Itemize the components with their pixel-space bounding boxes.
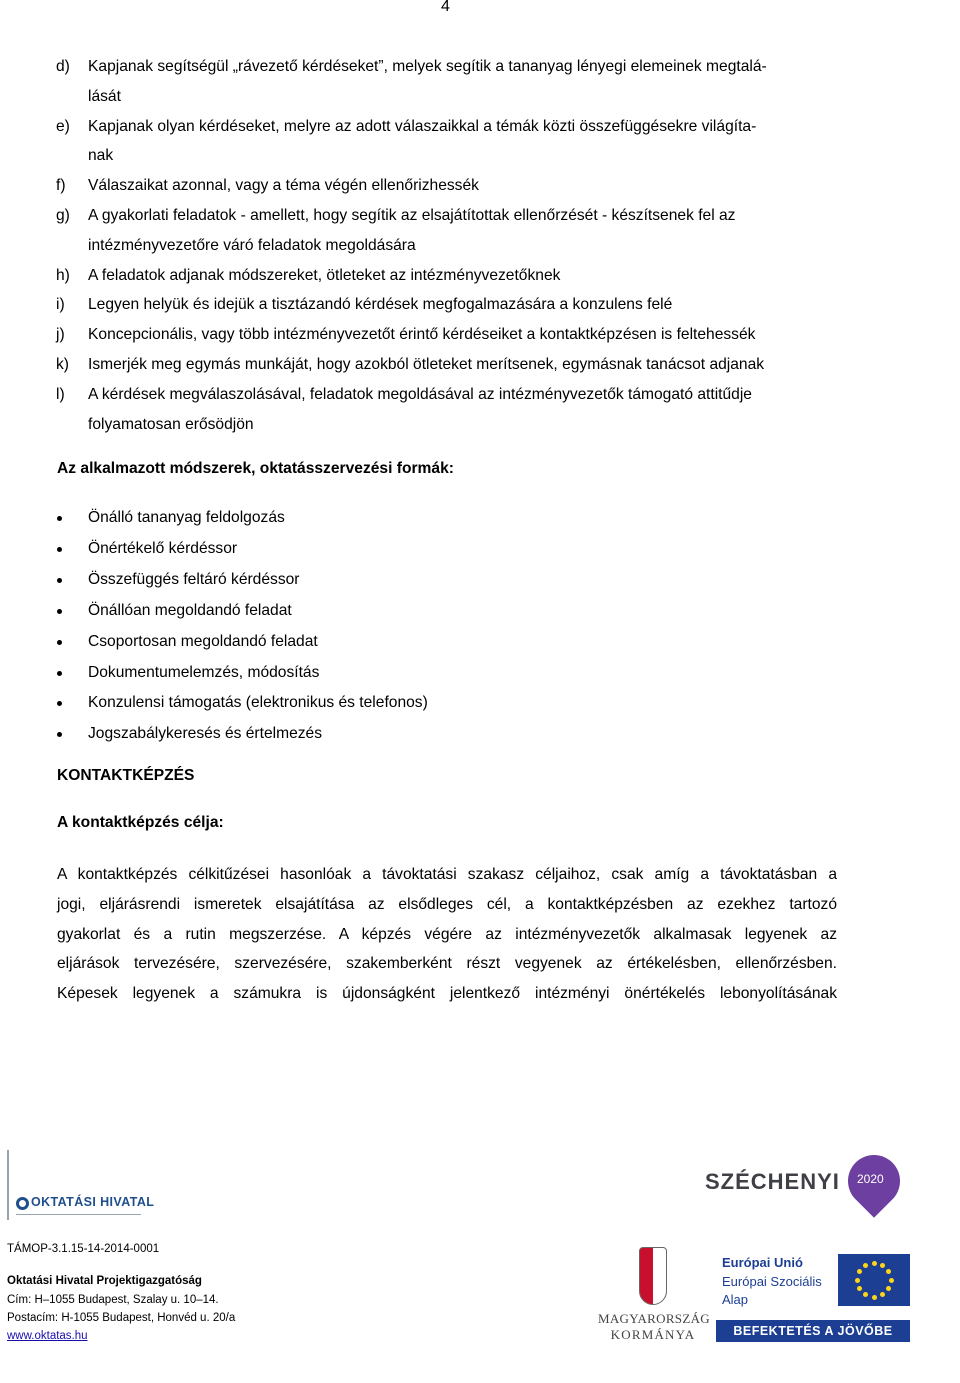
- list-item: [56, 171, 856, 201]
- bullet-item: Dokumentumelemzés, módosítás: [56, 658, 428, 689]
- list-text: Ismerjék meg egymás munkáját, hogy azokból ötleteket merítsenek, egymásnak tanácsot adjanak: [88, 355, 765, 373]
- bullet-item: Önértékelő kérdéssor: [56, 534, 428, 565]
- postal-address: Postacím: H-1055 Budapest, Honvéd u. 20/a: [7, 1312, 236, 1324]
- eu-star-icon: [880, 1263, 885, 1268]
- szechenyi-text: SZÉCHENYI: [705, 1169, 840, 1194]
- bullet-icon: [56, 534, 88, 565]
- bullet-icon: [56, 596, 88, 627]
- list-item: [56, 350, 856, 380]
- list-text: A gyakorlati feladatok - amellett, hogy segítik az elsajátítottak ellenőrzését - készítsenek fel az intézményvezetőre váró feladatok megoldására: [88, 206, 736, 254]
- eu-star-icon: [872, 1261, 877, 1266]
- eu-star-icon: [886, 1286, 891, 1291]
- eu-line1: Európai Unió: [722, 1255, 803, 1270]
- bullet-item: Konzulensi támogatás (elektronikus és telefonos): [56, 688, 428, 719]
- eu-star-icon: [880, 1292, 885, 1297]
- eu-logo: [712, 1253, 912, 1343]
- eu-star-icon: [889, 1278, 894, 1283]
- bullet-icon: [56, 503, 88, 534]
- eu-flag-icon: [838, 1254, 910, 1306]
- list-text: A kérdések megválaszolásával, feladatok megoldásával az intézményvezetők támogató attitűdje folyamatosan erősödjön: [88, 385, 752, 433]
- bullet-icon: [56, 565, 88, 596]
- list-letter: l): [56, 385, 65, 403]
- list-letter: e): [56, 117, 70, 135]
- list-text: Kapjanak segítségül „rávezető kérdéseket”, melyek segítik a tananyag lényegi elemeinek megtalá- lását: [88, 58, 767, 105]
- magyarorszag-kormanya-logo: [598, 1247, 708, 1347]
- bullet-item: Önállóan megoldandó feladat: [56, 596, 428, 627]
- list-item: [56, 112, 856, 172]
- eu-line3: Alap: [722, 1292, 749, 1307]
- eu-banner: BEFEKTETÉS A JÖVŐBE: [716, 1320, 910, 1342]
- objectives-list: [56, 52, 856, 439]
- list-item: [56, 380, 856, 440]
- project-code: TÁMOP-3.1.15-14-2014-0001: [7, 1243, 160, 1255]
- eu-star-icon: [863, 1292, 868, 1297]
- org-name: Oktatási Hivatal Projektigazgatóság: [7, 1275, 202, 1287]
- oh-logo-icon: [16, 1197, 29, 1210]
- bullet-icon: [56, 688, 88, 719]
- list-letter: i): [56, 296, 65, 314]
- oh-logo-text: OKTATÁSI HIVATAL: [31, 1195, 155, 1209]
- list-text: Legyen helyük és idejük a tisztázandó kérdések megfogalmazására a konzulens felé: [88, 296, 673, 314]
- list-letter: g): [56, 206, 70, 224]
- oktatasi-hivatal-logo: [7, 1150, 307, 1225]
- list-letter: j): [56, 326, 65, 344]
- szechenyi-2020-logo: [705, 1155, 905, 1225]
- mk-line1: MAGYARORSZÁG: [598, 1311, 710, 1326]
- list-item: [56, 320, 856, 350]
- bullet-item: Jogszabálykeresés és értelmezés: [56, 719, 428, 750]
- page-number: 4: [441, 0, 450, 15]
- list-item: [56, 52, 856, 112]
- list-text: Kapjanak olyan kérdéseket, melyre az adott válaszaikkal a témák közti összefüggésekre világíta- nak: [88, 117, 757, 165]
- list-text: A feladatok adjanak módszereket, ötleteket az intézményvezetőknek: [88, 266, 561, 284]
- bullet-item: Csoportosan megoldandó feladat: [56, 627, 428, 658]
- goal-paragraph: A kontaktképzés célkitűzései hasonlóak a távoktatási szakasz céljaihoz, csak amíg a távoktatásban a jogi, eljárásrendi ismeretek elsajátítása az elsődleges cél, a kontaktképzésben az ezekhez tartozó gyakorlat és a rutin megszerzése. A képzés végére az intézményvezetők alkalmasak legyenek az eljárások tervezésére, szervezésére, szakemberként részt vegyenek az értékelésben, ellenőrzésben. Képesek legyenek a számukra is újdonságként jelentkező intézményi önértékelés lebonyolításának: [57, 866, 837, 1003]
- eu-star-icon: [872, 1295, 877, 1300]
- bullet-icon: [56, 719, 88, 750]
- list-text: Válaszaikat azonnal, vagy a téma végén ellenőrizhessék: [88, 177, 479, 195]
- eu-star-icon: [857, 1269, 862, 1274]
- eu-star-icon: [886, 1269, 891, 1274]
- bullet-item: Önálló tananyag feldolgozás: [56, 503, 428, 534]
- goal-heading: A kontaktképzés célja:: [57, 814, 224, 831]
- address: Cím: H–1055 Budapest, Szalay u. 10–14.: [7, 1294, 219, 1306]
- list-item: [56, 261, 856, 291]
- list-item: [56, 290, 856, 320]
- coat-of-arms-icon: [639, 1247, 667, 1305]
- bullet-icon: [56, 658, 88, 689]
- list-letter: h): [56, 266, 70, 284]
- mk-line2: KORMÁNYA: [610, 1327, 696, 1342]
- szechenyi-year: 2020: [857, 1172, 884, 1186]
- website-link[interactable]: www.oktatas.hu: [7, 1330, 88, 1342]
- list-item: [56, 201, 856, 261]
- methods-heading: Az alkalmazott módszerek, oktatásszervezési formák:: [57, 460, 454, 477]
- eu-star-icon: [863, 1263, 868, 1268]
- bullet-icon: [56, 627, 88, 658]
- list-text: Koncepcionális, vagy több intézményvezetőt érintő kérdéseiket a kontaktképzésen is feltehessék: [88, 326, 756, 344]
- contact-heading: KONTAKTKÉPZÉS: [57, 767, 195, 784]
- eu-line2: Európai Szociális: [722, 1274, 822, 1289]
- eu-star-icon: [857, 1286, 862, 1291]
- methods-list: [56, 503, 428, 750]
- bullet-item: Összefüggés feltáró kérdéssor: [56, 565, 428, 596]
- list-letter: f): [56, 177, 66, 195]
- list-letter: k): [56, 355, 69, 373]
- list-letter: d): [56, 58, 70, 75]
- eu-star-icon: [855, 1278, 860, 1283]
